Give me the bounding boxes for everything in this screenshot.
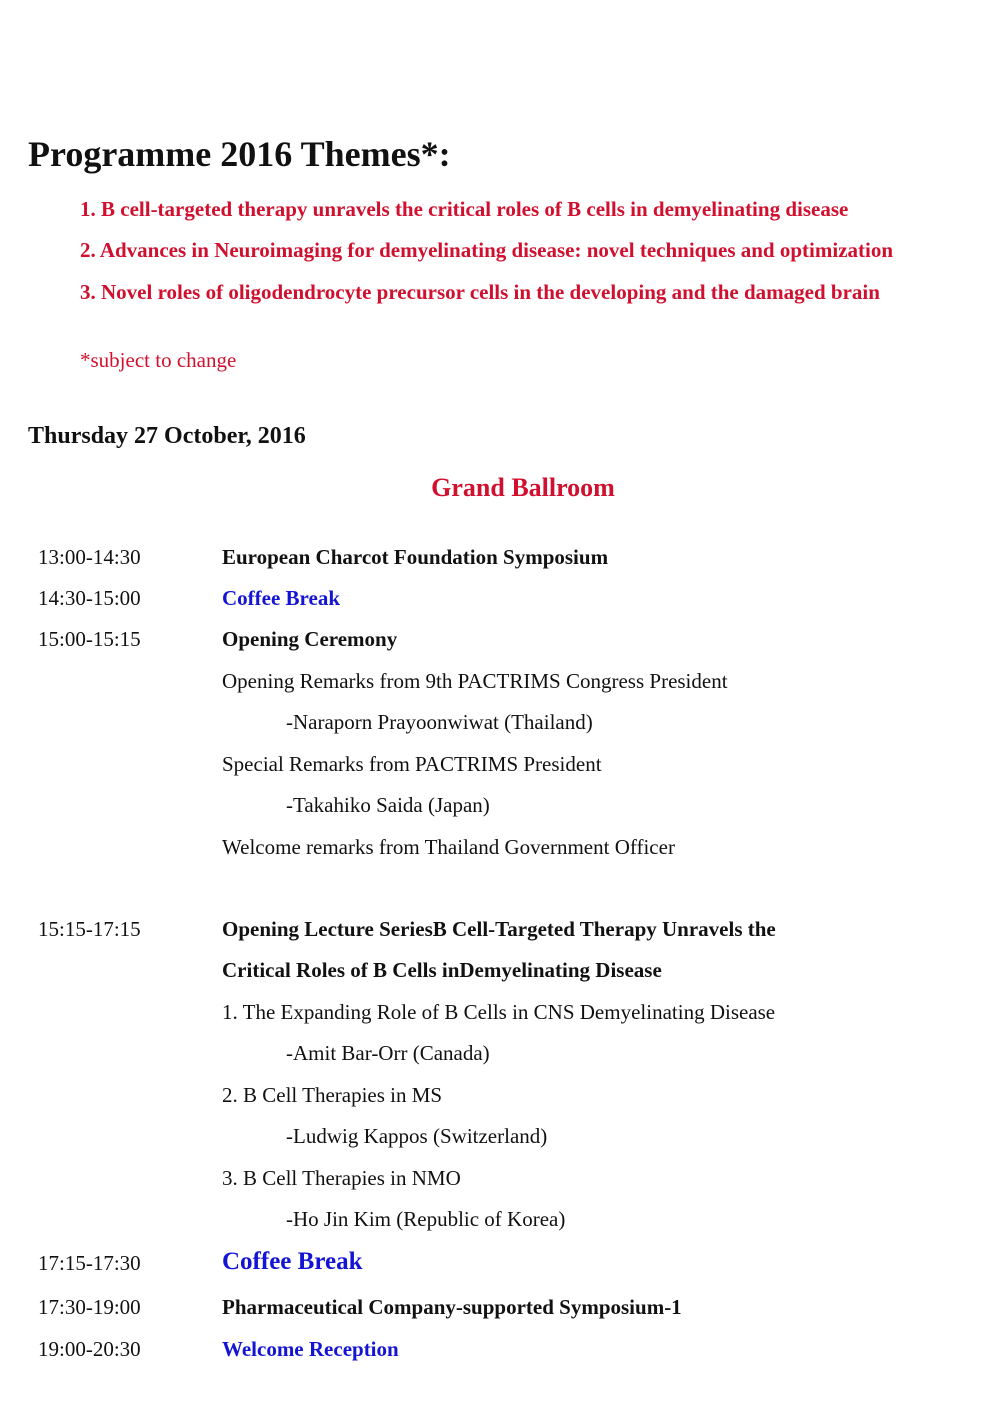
theme-item: 1. B cell-targeted therapy unravels the critical roles of B cells in demyelinating disease	[80, 197, 849, 221]
coffee-break-label: Coffee Break	[222, 1248, 363, 1275]
session-time: 17:30-19:00	[38, 1295, 141, 1319]
session-title-continued: Critical Roles of B Cells inDemyelinating Disease	[222, 958, 662, 982]
session-title: Pharmaceutical Company-supported Symposium-1	[222, 1295, 682, 1319]
theme-item: 3. Novel roles of oligodendrocyte precursor cells in the developing and the damaged brain	[80, 280, 880, 304]
session-time: 14:30-15:00	[38, 586, 141, 610]
speaker-line: -Ho Jin Kim (Republic of Korea)	[286, 1207, 566, 1231]
session-time: 15:15-17:15	[38, 917, 141, 941]
session-time: 19:00-20:30	[38, 1337, 141, 1361]
coffee-break-label: Coffee Break	[222, 586, 340, 610]
session-line: Opening Remarks from 9th PACTRIMS Congress President	[222, 669, 728, 693]
speaker-line: -Naraporn Prayoonwiwat (Thailand)	[286, 710, 593, 734]
lecture-line: 2. B Cell Therapies in MS	[222, 1083, 443, 1107]
session-time: 13:00-14:30	[38, 545, 141, 569]
session-line: Welcome remarks from Thailand Government Officer	[222, 835, 675, 859]
venue-heading: Grand Ballroom	[431, 473, 615, 502]
session-line: Special Remarks from PACTRIMS President	[222, 752, 602, 776]
session-title: European Charcot Foundation Symposium	[222, 545, 609, 569]
session-title: Opening Ceremony	[222, 627, 398, 651]
session-title: Opening Lecture SeriesB Cell-Targeted Therapy Unravels the	[222, 917, 776, 941]
day-heading: Thursday 27 October, 2016	[28, 423, 306, 449]
subject-to-change-note: *subject to change	[80, 348, 237, 372]
welcome-reception-label: Welcome Reception	[222, 1337, 399, 1361]
speaker-line: -Ludwig Kappos (Switzerland)	[286, 1124, 548, 1148]
lecture-line: 1. The Expanding Role of B Cells in CNS Demyelinating Disease	[222, 1000, 776, 1024]
page-title: Programme 2016 Themes*:	[28, 134, 451, 174]
theme-item: 2. Advances in Neuroimaging for demyelinating disease: novel techniques and optimization	[80, 238, 894, 262]
speaker-line: -Takahiko Saida (Japan)	[286, 793, 490, 817]
speaker-line: -Amit Bar-Orr (Canada)	[286, 1041, 490, 1065]
lecture-line: 3. B Cell Therapies in NMO	[222, 1166, 461, 1190]
session-time: 17:15-17:30	[38, 1251, 141, 1275]
session-time: 15:00-15:15	[38, 627, 141, 651]
